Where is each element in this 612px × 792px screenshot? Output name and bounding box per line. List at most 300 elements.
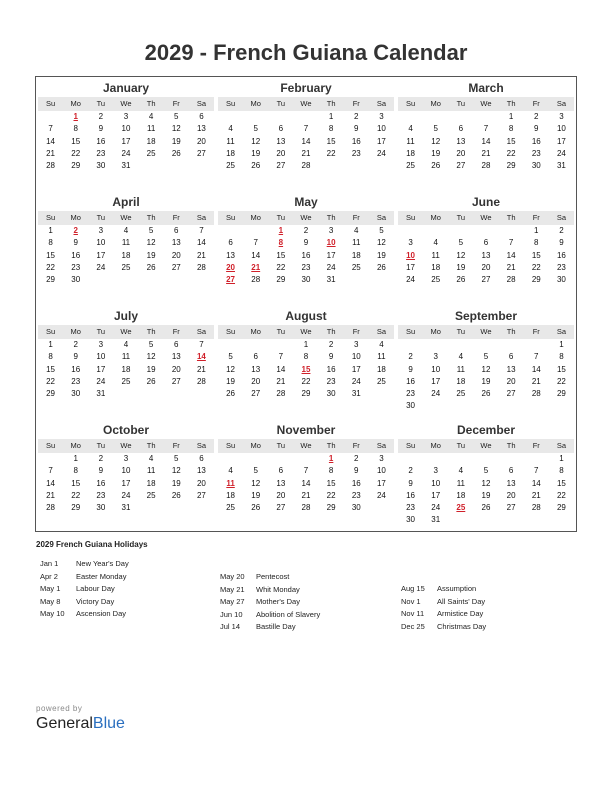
holiday-day-cell: 21: [251, 262, 261, 272]
month-july: [36, 308, 216, 422]
day-cell: 28: [301, 161, 311, 171]
day-cell: 7: [253, 238, 258, 248]
weekday-header: [218, 211, 394, 225]
day-cell: 12: [146, 352, 156, 362]
day-cell: 6: [278, 124, 284, 134]
day-cell: 19: [376, 250, 386, 260]
day-cell: 10: [556, 124, 566, 134]
day-cell: 11: [121, 352, 131, 362]
day-cell: 3: [433, 352, 438, 362]
holiday-date: Apr 2: [40, 571, 58, 581]
holiday-day-cell: 10: [406, 250, 416, 260]
day-cell: 15: [46, 250, 56, 260]
month-name: October: [102, 423, 149, 437]
weekday-label: Sa: [196, 441, 206, 450]
day-cell: 16: [71, 250, 81, 260]
day-cell: 8: [559, 352, 564, 362]
day-cell: 13: [171, 238, 181, 248]
holiday-date: Jun 10: [220, 609, 243, 619]
day-cell: 18: [431, 262, 441, 272]
weekday-header: [38, 325, 214, 339]
weekday-header: [218, 97, 394, 111]
day-cell: 8: [508, 124, 514, 134]
day-cell: 26: [251, 161, 261, 171]
holiday-name: Bastille Day: [256, 622, 296, 631]
empty-day-cell: [293, 111, 318, 123]
day-cell: 26: [456, 275, 466, 285]
day-cell: 15: [556, 478, 566, 488]
day-cell: 30: [71, 275, 81, 285]
empty-day-cell: [38, 453, 63, 465]
day-cell: 1: [508, 112, 514, 121]
day-cell: 23: [556, 262, 566, 272]
day-cell: 28: [251, 275, 261, 285]
day-cell: 9: [408, 478, 413, 488]
brand-logo[interactable]: [36, 715, 125, 733]
day-cell: 20: [456, 148, 466, 158]
day-cell: 30: [406, 401, 416, 411]
weekday-label: Su: [225, 441, 236, 450]
day-cell: 29: [301, 389, 311, 399]
day-cell: 22: [46, 262, 56, 272]
weekday-label: Mo: [250, 99, 261, 108]
day-cell: 29: [46, 275, 56, 285]
day-cell: 12: [251, 136, 261, 146]
day-cell: 28: [481, 161, 491, 171]
empty-day-cell: [448, 339, 473, 351]
day-cell: 10: [121, 124, 131, 134]
day-cell: 4: [148, 454, 154, 463]
day-cell: 19: [171, 136, 181, 146]
day-grid: [398, 225, 574, 286]
day-cell: 28: [506, 275, 516, 285]
day-cell: 18: [351, 250, 361, 260]
weekday-label: Tu: [456, 213, 466, 222]
day-cell: 11: [406, 136, 415, 146]
holiday-date: May 27: [220, 597, 245, 606]
day-cell: 1: [534, 226, 539, 235]
empty-day-cell: [218, 453, 243, 465]
holiday-item: [220, 571, 390, 584]
day-cell: 24: [121, 148, 131, 158]
day-cell: 11: [121, 238, 131, 248]
day-cell: 29: [506, 161, 516, 171]
day-cell: 4: [458, 466, 464, 476]
empty-day-cell: [423, 453, 448, 465]
day-cell: 5: [253, 124, 258, 134]
month-name: January: [102, 81, 150, 95]
day-cell: 14: [506, 250, 516, 260]
weekday-label: Tu: [456, 327, 466, 336]
day-cell: 21: [46, 148, 56, 158]
holiday-day-cell: 14: [196, 352, 206, 362]
holiday-list-column-2: [220, 571, 390, 634]
day-cell: 29: [71, 503, 81, 513]
day-cell: 6: [199, 112, 204, 121]
holiday-item: [40, 571, 210, 584]
empty-day-cell: [38, 111, 63, 123]
day-cell: 31: [351, 389, 361, 399]
day-cell: 19: [481, 376, 491, 386]
weekday-label: Fr: [532, 99, 540, 108]
empty-day-cell: [398, 111, 423, 123]
day-cell: 10: [376, 466, 386, 476]
day-cell: 19: [456, 262, 466, 272]
holiday-item: [40, 596, 210, 609]
day-cell: 2: [328, 340, 334, 349]
day-cell: 20: [276, 490, 286, 500]
day-cell: 24: [556, 148, 566, 158]
day-cell: 16: [406, 490, 416, 500]
day-cell: 23: [71, 262, 81, 272]
weekday-label: Mo: [430, 213, 441, 222]
holiday-name: Easter Monday: [76, 571, 127, 581]
day-cell: 26: [481, 389, 491, 399]
day-cell: 5: [174, 112, 179, 121]
day-cell: 9: [354, 466, 359, 476]
weekday-label: Fr: [352, 327, 360, 336]
day-cell: 30: [351, 503, 361, 513]
day-cell: 22: [71, 148, 81, 158]
weekday-label: Fr: [532, 327, 540, 336]
day-cell: 27: [456, 161, 466, 171]
day-cell: 5: [148, 226, 154, 235]
day-cell: 13: [196, 466, 206, 476]
day-cell: 31: [431, 515, 441, 525]
day-cell: 9: [73, 352, 78, 362]
empty-day-cell: [268, 453, 293, 465]
day-cell: 16: [301, 250, 311, 260]
day-cell: 8: [328, 124, 334, 134]
holiday-name: Pentecost: [256, 572, 290, 581]
day-cell: 2: [559, 226, 564, 235]
day-cell: 8: [303, 352, 309, 362]
empty-day-cell: [524, 453, 549, 465]
day-cell: 7: [48, 124, 53, 134]
day-cell: 25: [121, 262, 131, 272]
day-cell: 20: [506, 490, 516, 500]
day-cell: 15: [556, 364, 566, 374]
day-cell: 24: [351, 376, 361, 386]
day-grid: [38, 225, 214, 286]
weekday-label: We: [300, 441, 312, 450]
weekday-header: [398, 439, 574, 453]
weekday-label: Sa: [556, 441, 566, 450]
weekday-label: Mo: [250, 441, 261, 450]
day-cell: 19: [146, 364, 156, 374]
holiday-day-cell: 11: [226, 478, 235, 488]
day-cell: 12: [481, 364, 491, 374]
day-cell: 22: [276, 262, 286, 272]
weekday-label: Fr: [352, 441, 360, 450]
day-cell: 10: [351, 352, 361, 362]
weekday-label: Fr: [352, 213, 360, 222]
day-cell: 3: [433, 466, 438, 476]
day-cell: 8: [48, 238, 53, 248]
day-cell: 28: [531, 389, 541, 399]
weekday-label: Th: [506, 213, 516, 222]
day-cell: 29: [46, 389, 56, 399]
day-cell: 27: [276, 161, 286, 171]
day-cell: 5: [148, 340, 154, 349]
day-cell: 11: [456, 478, 465, 488]
day-cell: 26: [431, 161, 441, 171]
day-cell: 19: [431, 148, 441, 158]
holiday-date: May 10: [40, 609, 65, 618]
weekday-label: Sa: [196, 99, 206, 108]
empty-day-cell: [243, 225, 268, 237]
day-cell: 25: [351, 262, 361, 272]
weekday-label: Fr: [172, 327, 180, 336]
day-cell: 20: [481, 262, 491, 272]
weekday-label: Fr: [172, 99, 180, 108]
day-cell: 13: [506, 478, 516, 488]
day-cell: 3: [98, 226, 104, 235]
weekday-label: Mo: [70, 327, 81, 336]
day-cell: 25: [121, 376, 131, 386]
day-cell: 31: [96, 389, 106, 399]
day-grid: [398, 453, 574, 527]
day-cell: 27: [251, 389, 261, 399]
holiday-name: Ascension Day: [76, 609, 127, 618]
day-cell: 21: [481, 148, 491, 158]
weekday-label: We: [480, 213, 492, 222]
weekday-label: We: [480, 441, 492, 450]
day-cell: 21: [276, 376, 286, 386]
empty-day-cell: [473, 453, 498, 465]
day-cell: 12: [431, 136, 441, 146]
day-cell: 6: [199, 454, 204, 463]
weekday-label: Su: [405, 327, 416, 336]
day-cell: 27: [196, 148, 206, 158]
holiday-item: [220, 584, 390, 597]
holiday-date: May 21: [220, 584, 245, 594]
day-cell: 13: [506, 364, 516, 374]
weekday-header: [218, 325, 394, 339]
holiday-date: Aug 15: [401, 584, 425, 593]
day-cell: 10: [121, 466, 131, 476]
day-cell: 17: [121, 136, 131, 146]
holiday-date: Nov 11: [401, 609, 425, 618]
day-grid: [38, 453, 214, 514]
weekday-label: Tu: [276, 99, 286, 108]
day-cell: 11: [456, 364, 465, 374]
weekday-label: We: [120, 327, 132, 336]
day-cell: 23: [326, 376, 336, 386]
day-cell: 23: [351, 148, 361, 158]
day-cell: 22: [326, 148, 336, 158]
day-cell: 20: [196, 136, 206, 146]
weekday-header: [38, 97, 214, 111]
day-cell: 27: [506, 503, 516, 513]
day-cell: 4: [458, 352, 464, 362]
day-cell: 7: [278, 352, 284, 362]
day-cell: 15: [276, 250, 286, 260]
day-cell: 25: [406, 161, 416, 171]
day-cell: 9: [559, 238, 564, 248]
weekday-label: We: [300, 327, 312, 336]
weekday-label: We: [120, 441, 132, 450]
day-cell: 12: [146, 238, 156, 248]
day-cell: 22: [46, 376, 56, 386]
day-cell: 4: [228, 124, 233, 134]
day-cell: 11: [352, 238, 361, 248]
day-cell: 30: [96, 161, 106, 171]
day-cell: 23: [406, 389, 416, 399]
day-cell: 2: [73, 340, 78, 349]
day-grid: [38, 339, 214, 400]
day-cell: 17: [431, 490, 441, 500]
weekday-label: Tu: [456, 441, 466, 450]
day-cell: 29: [71, 161, 81, 171]
day-cell: 2: [354, 454, 359, 463]
day-cell: 26: [171, 148, 181, 158]
day-cell: 3: [123, 454, 129, 463]
empty-day-cell: [243, 339, 268, 351]
day-cell: 11: [146, 466, 156, 476]
empty-day-cell: [499, 453, 524, 465]
day-cell: 28: [196, 376, 206, 386]
day-cell: 27: [196, 490, 206, 500]
months-grid: [36, 80, 576, 536]
day-cell: 22: [531, 262, 541, 272]
day-cell: 17: [556, 136, 566, 146]
day-cell: 19: [171, 478, 181, 488]
day-cell: 22: [326, 490, 336, 500]
month-february: [216, 80, 396, 194]
day-cell: 2: [534, 112, 539, 121]
day-cell: 29: [326, 503, 336, 513]
weekday-label: Tu: [276, 441, 286, 450]
day-cell: 11: [226, 136, 235, 146]
day-grid: [218, 111, 394, 172]
day-cell: 19: [226, 376, 236, 386]
day-cell: 11: [431, 250, 440, 260]
empty-day-cell: [398, 225, 423, 237]
day-cell: 13: [456, 136, 466, 146]
weekday-label: Mo: [430, 441, 441, 450]
day-cell: 12: [251, 478, 261, 488]
day-cell: 1: [559, 340, 564, 349]
day-cell: 7: [303, 466, 309, 476]
weekday-label: Th: [506, 99, 516, 108]
day-cell: 4: [408, 124, 413, 134]
day-cell: 18: [226, 490, 236, 500]
day-cell: 17: [376, 136, 386, 146]
day-cell: 6: [253, 352, 258, 362]
day-cell: 24: [96, 376, 106, 386]
day-cell: 26: [251, 503, 261, 513]
holiday-name: Labour Day: [76, 584, 115, 593]
empty-day-cell: [243, 111, 268, 123]
day-cell: 6: [174, 226, 179, 235]
day-cell: 17: [431, 376, 441, 386]
day-cell: 2: [354, 112, 359, 121]
day-cell: 20: [251, 376, 261, 386]
day-cell: 30: [301, 275, 311, 285]
day-cell: 27: [481, 275, 491, 285]
day-cell: 25: [226, 503, 236, 513]
weekday-label: Su: [225, 327, 236, 336]
empty-day-cell: [218, 111, 243, 123]
day-cell: 22: [556, 490, 566, 500]
day-cell: 21: [531, 376, 541, 386]
day-cell: 8: [559, 466, 564, 476]
day-cell: 13: [276, 136, 286, 146]
day-cell: 20: [171, 364, 181, 374]
holiday-day-cell: 25: [456, 503, 466, 513]
holiday-date: Nov 1: [401, 596, 421, 606]
day-cell: 30: [96, 503, 106, 513]
day-grid: [398, 339, 574, 413]
day-cell: 16: [406, 376, 416, 386]
day-cell: 26: [146, 376, 156, 386]
month-november: [216, 422, 396, 536]
day-cell: 26: [146, 262, 156, 272]
day-cell: 16: [96, 478, 106, 488]
day-cell: 21: [196, 364, 206, 374]
day-cell: 18: [121, 364, 131, 374]
holiday-day-cell: 8: [278, 238, 284, 248]
holiday-day-cell: 10: [326, 238, 336, 248]
day-cell: 17: [326, 250, 336, 260]
day-cell: 15: [71, 136, 81, 146]
weekday-label: We: [300, 213, 312, 222]
day-cell: 25: [376, 376, 386, 386]
weekday-label: Mo: [70, 99, 81, 108]
day-cell: 5: [458, 238, 464, 248]
day-cell: 30: [71, 389, 81, 399]
weekday-label: Th: [326, 441, 336, 450]
day-cell: 2: [98, 112, 104, 121]
empty-day-cell: [218, 339, 243, 351]
day-cell: 25: [226, 161, 236, 171]
holiday-item: [401, 608, 571, 621]
day-cell: 24: [431, 389, 441, 399]
weekday-label: Mo: [430, 327, 441, 336]
day-cell: 14: [301, 136, 311, 146]
day-cell: 31: [121, 503, 131, 513]
day-cell: 21: [301, 490, 311, 500]
day-cell: 5: [483, 352, 489, 362]
day-cell: 25: [431, 275, 441, 285]
day-cell: 14: [251, 250, 261, 260]
day-cell: 16: [531, 136, 541, 146]
day-cell: 5: [174, 454, 179, 463]
holiday-name: Armistice Day: [437, 609, 484, 618]
day-cell: 16: [326, 364, 336, 374]
holiday-item: [220, 621, 390, 634]
day-cell: 17: [121, 478, 131, 488]
day-cell: 18: [406, 148, 416, 158]
day-cell: 5: [253, 466, 258, 476]
weekday-label: Tu: [96, 99, 106, 108]
day-cell: 6: [508, 466, 514, 476]
day-cell: 29: [556, 389, 566, 399]
day-cell: 24: [406, 275, 416, 285]
holiday-item: [40, 558, 210, 571]
day-cell: 10: [376, 124, 386, 134]
day-cell: 9: [303, 238, 309, 248]
holiday-date: May 1: [40, 584, 61, 593]
holiday-date: Jul 14: [220, 622, 241, 631]
weekday-header: [218, 439, 394, 453]
weekday-label: We: [120, 213, 132, 222]
day-cell: 18: [226, 148, 236, 158]
day-cell: 14: [196, 238, 206, 248]
weekday-label: Su: [225, 99, 236, 108]
weekday-label: Mo: [430, 99, 441, 108]
